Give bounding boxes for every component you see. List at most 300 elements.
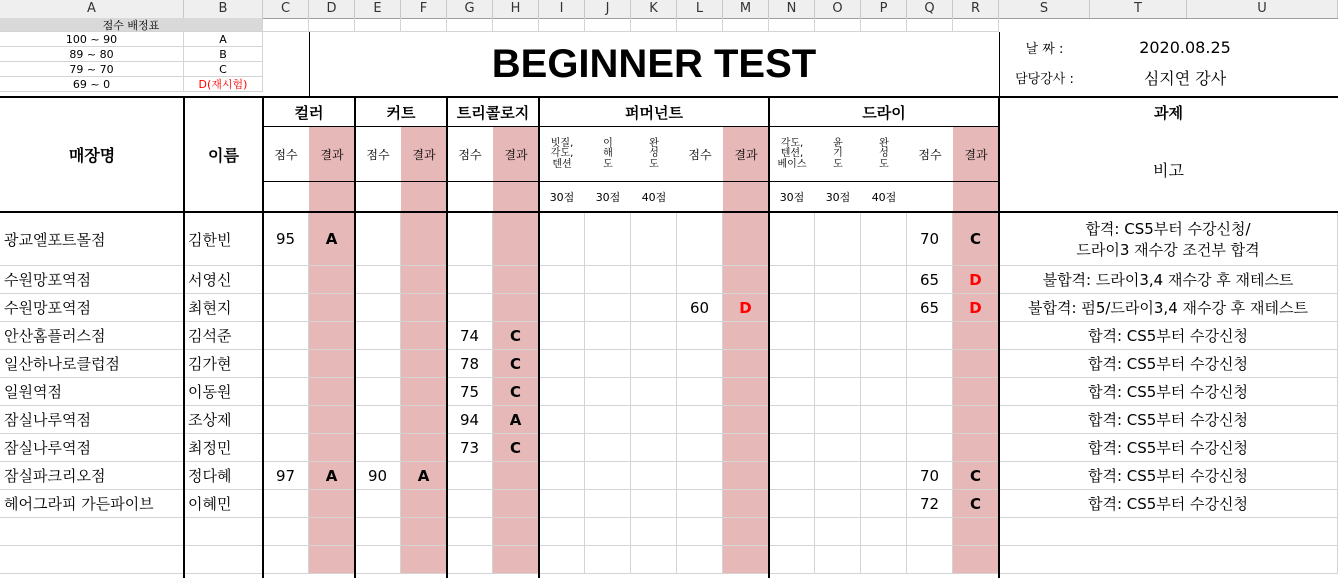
empty-cell[interactable] bbox=[585, 462, 631, 490]
tri-result-cell[interactable]: C bbox=[493, 378, 539, 406]
points-cell[interactable]: 30점 bbox=[825, 190, 851, 204]
subheader-score[interactable]: 점수 bbox=[458, 148, 482, 162]
cut-score-cell[interactable] bbox=[355, 213, 401, 266]
empty-cell[interactable] bbox=[769, 546, 815, 574]
dry-score-cell[interactable]: 70 bbox=[907, 213, 953, 266]
subheader-result[interactable]: 결과 bbox=[401, 127, 447, 182]
tri-score-cell[interactable] bbox=[447, 213, 493, 266]
tri-result-cell[interactable] bbox=[493, 462, 539, 490]
empty-cell[interactable] bbox=[539, 350, 585, 378]
perm-score-cell[interactable] bbox=[677, 213, 723, 266]
empty-cell[interactable] bbox=[309, 182, 355, 211]
cut-result-cell[interactable]: A bbox=[401, 462, 447, 490]
empty-cell[interactable] bbox=[815, 213, 861, 266]
empty-cell[interactable] bbox=[677, 518, 723, 546]
empty-cell[interactable] bbox=[585, 546, 631, 574]
empty-cell[interactable] bbox=[585, 213, 631, 266]
points-cell[interactable]: 30점 bbox=[549, 190, 575, 204]
score-table-title[interactable]: 점수 배정표 bbox=[0, 18, 263, 32]
perm-score-cell[interactable] bbox=[677, 266, 723, 294]
empty-cell[interactable] bbox=[631, 322, 677, 350]
dry-score-cell[interactable]: 72 bbox=[907, 490, 953, 518]
header-trichology[interactable]: 트리콜로지 bbox=[456, 104, 530, 122]
empty-cell[interactable] bbox=[401, 518, 447, 546]
empty-cell[interactable] bbox=[723, 182, 769, 211]
tri-result-cell[interactable] bbox=[493, 266, 539, 294]
empty-cell[interactable] bbox=[585, 518, 631, 546]
column-header-m[interactable]: M bbox=[723, 0, 769, 18]
empty-cell[interactable] bbox=[631, 213, 677, 266]
empty-cell[interactable] bbox=[0, 518, 184, 546]
empty-cell[interactable] bbox=[263, 18, 309, 32]
empty-cell[interactable] bbox=[184, 518, 263, 546]
empty-cell[interactable] bbox=[769, 294, 815, 322]
color-score-cell[interactable] bbox=[263, 350, 309, 378]
name-cell[interactable]: 김석준 bbox=[184, 322, 263, 350]
empty-cell[interactable] bbox=[861, 213, 907, 266]
points-cell[interactable]: 40점 bbox=[641, 190, 667, 204]
column-header-l[interactable]: L bbox=[677, 0, 723, 18]
name-cell[interactable]: 김가현 bbox=[184, 350, 263, 378]
points-cell[interactable]: 30점 bbox=[595, 190, 621, 204]
empty-cell[interactable] bbox=[769, 213, 815, 266]
store-cell[interactable]: 잠실나루역점 bbox=[0, 406, 184, 434]
score-range-cell[interactable]: 89 ~ 80 bbox=[0, 47, 184, 62]
remark-cell[interactable]: 합격: CS5부터 수강신청 bbox=[999, 490, 1338, 518]
empty-cell[interactable] bbox=[677, 18, 723, 32]
empty-cell[interactable] bbox=[184, 546, 263, 574]
empty-cell[interactable] bbox=[263, 518, 309, 546]
header-cut[interactable]: 커트 bbox=[386, 104, 416, 122]
color-result-cell[interactable] bbox=[309, 378, 355, 406]
empty-cell[interactable] bbox=[815, 462, 861, 490]
dry-result-cell[interactable] bbox=[953, 350, 999, 378]
cut-result-cell[interactable] bbox=[401, 406, 447, 434]
color-result-cell[interactable]: A bbox=[309, 213, 355, 266]
cut-result-cell[interactable] bbox=[401, 434, 447, 462]
color-score-cell[interactable] bbox=[263, 294, 309, 322]
cut-score-cell[interactable] bbox=[355, 322, 401, 350]
empty-cell[interactable] bbox=[769, 406, 815, 434]
column-header-a[interactable]: A bbox=[0, 0, 184, 18]
empty-cell[interactable] bbox=[723, 518, 769, 546]
column-header-j[interactable]: J bbox=[585, 0, 631, 18]
tri-score-cell[interactable] bbox=[447, 462, 493, 490]
column-header-t[interactable]: T bbox=[1090, 0, 1187, 18]
perm-result-cell[interactable] bbox=[723, 350, 769, 378]
points-cell[interactable]: 40점 bbox=[871, 190, 897, 204]
empty-cell[interactable] bbox=[539, 213, 585, 266]
empty-cell[interactable] bbox=[631, 266, 677, 294]
empty-cell[interactable] bbox=[401, 546, 447, 574]
column-header-f[interactable]: F bbox=[401, 0, 447, 18]
empty-cell[interactable] bbox=[309, 518, 355, 546]
color-result-cell[interactable] bbox=[309, 434, 355, 462]
perm-result-cell[interactable] bbox=[723, 322, 769, 350]
dry-result-cell[interactable] bbox=[953, 322, 999, 350]
empty-cell[interactable] bbox=[539, 490, 585, 518]
empty-cell[interactable] bbox=[861, 546, 907, 574]
column-header-g[interactable]: G bbox=[447, 0, 493, 18]
empty-cell[interactable] bbox=[585, 266, 631, 294]
empty-cell[interactable] bbox=[677, 182, 723, 211]
empty-cell[interactable] bbox=[723, 18, 769, 32]
empty-cell[interactable] bbox=[999, 518, 1338, 546]
store-cell[interactable]: 일산하나로클럽점 bbox=[0, 350, 184, 378]
column-header-b[interactable]: B bbox=[184, 0, 263, 18]
subheader-score[interactable]: 점수 bbox=[366, 148, 390, 162]
header-task[interactable]: 과제 bbox=[1154, 104, 1183, 122]
instructor-value[interactable]: 심지연 강사 bbox=[1143, 68, 1227, 88]
empty-cell[interactable] bbox=[999, 546, 1338, 574]
cut-score-cell[interactable]: 90 bbox=[355, 462, 401, 490]
empty-cell[interactable] bbox=[815, 378, 861, 406]
remark-cell[interactable]: 합격: CS5부터 수강신청 bbox=[999, 378, 1338, 406]
perm-score-cell[interactable] bbox=[677, 350, 723, 378]
empty-cell[interactable] bbox=[769, 18, 815, 32]
tri-score-cell[interactable] bbox=[447, 266, 493, 294]
date-value[interactable]: 2020.08.25 bbox=[1139, 37, 1231, 57]
empty-cell[interactable] bbox=[493, 546, 539, 574]
dry-result-cell[interactable]: C bbox=[953, 462, 999, 490]
empty-cell[interactable] bbox=[401, 18, 447, 32]
color-result-cell[interactable] bbox=[309, 490, 355, 518]
tri-result-cell[interactable] bbox=[493, 490, 539, 518]
empty-cell[interactable] bbox=[861, 294, 907, 322]
subheader-score[interactable]: 점수 bbox=[274, 148, 298, 162]
perm-score-cell[interactable] bbox=[677, 490, 723, 518]
tri-result-cell[interactable]: C bbox=[493, 434, 539, 462]
column-header-e[interactable]: E bbox=[355, 0, 401, 18]
empty-cell[interactable] bbox=[677, 546, 723, 574]
empty-cell[interactable] bbox=[631, 294, 677, 322]
cut-score-cell[interactable] bbox=[355, 266, 401, 294]
column-header-o[interactable]: O bbox=[815, 0, 861, 18]
cut-score-cell[interactable] bbox=[355, 294, 401, 322]
cut-result-cell[interactable] bbox=[401, 213, 447, 266]
dry-score-cell[interactable]: 70 bbox=[907, 462, 953, 490]
store-cell[interactable]: 잠실파크리오점 bbox=[0, 462, 184, 490]
perm-score-cell[interactable] bbox=[677, 462, 723, 490]
tri-score-cell[interactable] bbox=[447, 490, 493, 518]
dry-score-cell[interactable]: 65 bbox=[907, 266, 953, 294]
color-result-cell[interactable] bbox=[309, 294, 355, 322]
empty-cell[interactable] bbox=[631, 18, 677, 32]
score-grade-cell[interactable]: B bbox=[184, 47, 263, 62]
name-cell[interactable]: 이동원 bbox=[184, 378, 263, 406]
subheader-result[interactable]: 결과 bbox=[309, 127, 355, 182]
empty-cell[interactable] bbox=[861, 490, 907, 518]
empty-cell[interactable] bbox=[539, 266, 585, 294]
header-perm[interactable]: 퍼머넌트 bbox=[625, 104, 683, 122]
header-color[interactable]: 컬러 bbox=[294, 104, 324, 122]
empty-cell[interactable] bbox=[815, 266, 861, 294]
dry-result-cell[interactable]: D bbox=[953, 294, 999, 322]
perm-score-cell[interactable] bbox=[677, 434, 723, 462]
color-score-cell[interactable] bbox=[263, 434, 309, 462]
subheader-dry_sub3[interactable]: 완 성 도 bbox=[879, 137, 889, 170]
score-range-cell[interactable]: 79 ~ 70 bbox=[0, 62, 184, 77]
name-cell[interactable]: 조상제 bbox=[184, 406, 263, 434]
empty-cell[interactable] bbox=[769, 518, 815, 546]
empty-cell[interactable] bbox=[815, 518, 861, 546]
tri-result-cell[interactable]: A bbox=[493, 406, 539, 434]
empty-cell[interactable] bbox=[953, 518, 999, 546]
empty-cell[interactable] bbox=[815, 18, 861, 32]
empty-cell[interactable] bbox=[769, 490, 815, 518]
store-cell[interactable]: 수원망포역점 bbox=[0, 294, 184, 322]
dry-result-cell[interactable] bbox=[953, 434, 999, 462]
column-header-q[interactable]: Q bbox=[907, 0, 953, 18]
empty-cell[interactable] bbox=[907, 182, 953, 211]
subheader-dry_sub1[interactable]: 각도, 텐션, 베이스 bbox=[777, 137, 807, 170]
empty-cell[interactable] bbox=[493, 518, 539, 546]
header-name[interactable]: 이름 bbox=[208, 146, 239, 165]
empty-cell[interactable] bbox=[815, 350, 861, 378]
header-store[interactable]: 매장명 bbox=[68, 146, 116, 165]
tri-result-cell[interactable]: C bbox=[493, 322, 539, 350]
perm-result-cell[interactable] bbox=[723, 490, 769, 518]
score-grade-cell[interactable]: A bbox=[184, 32, 263, 47]
empty-cell[interactable] bbox=[861, 378, 907, 406]
cut-score-cell[interactable] bbox=[355, 406, 401, 434]
color-score-cell[interactable] bbox=[263, 266, 309, 294]
subheader-score[interactable]: 점수 bbox=[918, 148, 942, 162]
empty-cell[interactable] bbox=[309, 546, 355, 574]
cut-result-cell[interactable] bbox=[401, 294, 447, 322]
dry-result-cell[interactable]: C bbox=[953, 490, 999, 518]
color-result-cell[interactable] bbox=[309, 266, 355, 294]
empty-cell[interactable] bbox=[861, 434, 907, 462]
subheader-perm_sub2[interactable]: 이 해 도 bbox=[603, 137, 613, 170]
name-cell[interactable]: 정다혜 bbox=[184, 462, 263, 490]
empty-cell[interactable] bbox=[815, 406, 861, 434]
subheader-dry_sub2[interactable]: 윤 기 도 bbox=[833, 137, 843, 170]
empty-cell[interactable] bbox=[861, 266, 907, 294]
empty-cell[interactable] bbox=[493, 18, 539, 32]
remark-cell[interactable]: 합격: CS5부터 수강신청 bbox=[999, 406, 1338, 434]
tri-score-cell[interactable]: 74 bbox=[447, 322, 493, 350]
empty-cell[interactable] bbox=[585, 322, 631, 350]
empty-cell[interactable] bbox=[631, 350, 677, 378]
perm-score-cell[interactable]: 60 bbox=[677, 294, 723, 322]
score-range-cell[interactable]: 100 ~ 90 bbox=[0, 32, 184, 47]
color-score-cell[interactable]: 95 bbox=[263, 213, 309, 266]
empty-cell[interactable] bbox=[953, 546, 999, 574]
empty-cell[interactable] bbox=[769, 322, 815, 350]
color-score-cell[interactable] bbox=[263, 378, 309, 406]
perm-result-cell[interactable] bbox=[723, 266, 769, 294]
perm-result-cell[interactable] bbox=[723, 406, 769, 434]
empty-cell[interactable] bbox=[447, 182, 493, 211]
cut-score-cell[interactable] bbox=[355, 490, 401, 518]
empty-cell[interactable] bbox=[585, 350, 631, 378]
cut-score-cell[interactable] bbox=[355, 434, 401, 462]
cut-result-cell[interactable] bbox=[401, 322, 447, 350]
dry-result-cell[interactable] bbox=[953, 378, 999, 406]
empty-cell[interactable] bbox=[0, 546, 184, 574]
empty-cell[interactable] bbox=[861, 462, 907, 490]
dry-result-cell[interactable] bbox=[953, 406, 999, 434]
empty-cell[interactable] bbox=[723, 546, 769, 574]
store-cell[interactable]: 수원망포역점 bbox=[0, 266, 184, 294]
empty-cell[interactable] bbox=[539, 434, 585, 462]
dry-result-cell[interactable]: C bbox=[953, 213, 999, 266]
empty-cell[interactable] bbox=[539, 294, 585, 322]
empty-cell[interactable] bbox=[539, 378, 585, 406]
store-cell[interactable]: 잠실나루역점 bbox=[0, 434, 184, 462]
empty-cell[interactable] bbox=[585, 294, 631, 322]
empty-cell[interactable] bbox=[539, 462, 585, 490]
empty-cell[interactable] bbox=[585, 18, 631, 32]
perm-score-cell[interactable] bbox=[677, 378, 723, 406]
empty-cell[interactable] bbox=[447, 546, 493, 574]
empty-cell[interactable] bbox=[355, 518, 401, 546]
empty-cell[interactable] bbox=[585, 490, 631, 518]
empty-cell[interactable] bbox=[585, 406, 631, 434]
subheader-score[interactable]: 점수 bbox=[688, 148, 712, 162]
empty-cell[interactable] bbox=[953, 18, 999, 32]
empty-cell[interactable] bbox=[263, 182, 309, 211]
column-header-d[interactable]: D bbox=[309, 0, 355, 18]
color-score-cell[interactable]: 97 bbox=[263, 462, 309, 490]
color-result-cell[interactable] bbox=[309, 406, 355, 434]
empty-cell[interactable] bbox=[493, 182, 539, 211]
empty-cell[interactable] bbox=[355, 546, 401, 574]
subheader-perm_sub3[interactable]: 완 성 도 bbox=[649, 137, 659, 170]
empty-cell[interactable] bbox=[815, 490, 861, 518]
empty-cell[interactable] bbox=[769, 350, 815, 378]
cut-result-cell[interactable] bbox=[401, 378, 447, 406]
name-cell[interactable]: 최현지 bbox=[184, 294, 263, 322]
name-cell[interactable]: 김한빈 bbox=[184, 213, 263, 266]
name-cell[interactable]: 이혜민 bbox=[184, 490, 263, 518]
color-result-cell[interactable] bbox=[309, 350, 355, 378]
empty-cell[interactable] bbox=[631, 434, 677, 462]
cut-result-cell[interactable] bbox=[401, 266, 447, 294]
tri-result-cell[interactable]: C bbox=[493, 350, 539, 378]
remark-cell[interactable]: 합격: CS5부터 수강신청 bbox=[999, 322, 1338, 350]
empty-cell[interactable] bbox=[539, 518, 585, 546]
column-header-h[interactable]: H bbox=[493, 0, 539, 18]
column-header-n[interactable]: N bbox=[769, 0, 815, 18]
empty-cell[interactable] bbox=[861, 322, 907, 350]
color-result-cell[interactable]: A bbox=[309, 462, 355, 490]
empty-cell[interactable] bbox=[631, 518, 677, 546]
dry-score-cell[interactable]: 65 bbox=[907, 294, 953, 322]
empty-cell[interactable] bbox=[539, 18, 585, 32]
color-score-cell[interactable] bbox=[263, 490, 309, 518]
perm-score-cell[interactable] bbox=[677, 322, 723, 350]
empty-cell[interactable] bbox=[631, 462, 677, 490]
perm-result-cell[interactable] bbox=[723, 434, 769, 462]
subheader-result[interactable]: 결과 bbox=[493, 127, 539, 182]
dry-result-cell[interactable]: D bbox=[953, 266, 999, 294]
tri-result-cell[interactable] bbox=[493, 213, 539, 266]
dry-score-cell[interactable] bbox=[907, 322, 953, 350]
empty-cell[interactable] bbox=[585, 378, 631, 406]
tri-score-cell[interactable]: 94 bbox=[447, 406, 493, 434]
column-header-c[interactable]: C bbox=[263, 0, 309, 18]
empty-cell[interactable] bbox=[907, 546, 953, 574]
empty-cell[interactable] bbox=[585, 434, 631, 462]
empty-cell[interactable] bbox=[631, 406, 677, 434]
cut-result-cell[interactable] bbox=[401, 490, 447, 518]
remark-cell[interactable]: 합격: CS5부터 수강신청 bbox=[999, 462, 1338, 490]
column-header-r[interactable]: R bbox=[953, 0, 999, 18]
tri-score-cell[interactable]: 73 bbox=[447, 434, 493, 462]
empty-cell[interactable] bbox=[907, 18, 953, 32]
header-dry[interactable]: 드라이 bbox=[862, 104, 906, 122]
empty-cell[interactable] bbox=[631, 546, 677, 574]
empty-cell[interactable] bbox=[309, 18, 355, 32]
empty-cell[interactable] bbox=[769, 434, 815, 462]
empty-cell[interactable] bbox=[631, 378, 677, 406]
empty-cell[interactable] bbox=[815, 294, 861, 322]
perm-result-cell[interactable] bbox=[723, 378, 769, 406]
perm-result-cell[interactable] bbox=[723, 462, 769, 490]
tri-score-cell[interactable]: 75 bbox=[447, 378, 493, 406]
column-header-u[interactable]: U bbox=[1187, 0, 1338, 18]
store-cell[interactable]: 헤어그라피 가든파이브 bbox=[0, 490, 184, 518]
empty-cell[interactable] bbox=[539, 406, 585, 434]
empty-cell[interactable] bbox=[815, 434, 861, 462]
empty-cell[interactable] bbox=[631, 490, 677, 518]
color-score-cell[interactable] bbox=[263, 406, 309, 434]
empty-cell[interactable] bbox=[953, 182, 999, 211]
cut-score-cell[interactable] bbox=[355, 378, 401, 406]
remark-cell[interactable]: 불합격: 펌5/드라이3,4 재수강 후 재테스트 bbox=[999, 294, 1338, 322]
page-title[interactable]: BEGINNER TEST bbox=[491, 41, 817, 86]
dry-score-cell[interactable] bbox=[907, 378, 953, 406]
remark-cell[interactable]: 합격: CS5부터 수강신청 bbox=[999, 350, 1338, 378]
perm-result-cell[interactable] bbox=[723, 213, 769, 266]
empty-cell[interactable] bbox=[447, 18, 493, 32]
subheader-perm_sub1[interactable]: 빗질, 각도, 텐션 bbox=[550, 137, 574, 170]
empty-cell[interactable] bbox=[861, 18, 907, 32]
column-header-k[interactable]: K bbox=[631, 0, 677, 18]
empty-cell[interactable] bbox=[447, 518, 493, 546]
empty-cell[interactable] bbox=[355, 18, 401, 32]
name-cell[interactable]: 최정민 bbox=[184, 434, 263, 462]
store-cell[interactable]: 안산홈플러스점 bbox=[0, 322, 184, 350]
tri-score-cell[interactable] bbox=[447, 294, 493, 322]
perm-result-cell[interactable]: D bbox=[723, 294, 769, 322]
empty-cell[interactable] bbox=[861, 406, 907, 434]
empty-cell[interactable] bbox=[861, 518, 907, 546]
tri-result-cell[interactable] bbox=[493, 294, 539, 322]
tri-score-cell[interactable]: 78 bbox=[447, 350, 493, 378]
remark-cell[interactable]: 합격: CS5부터 수강신청 bbox=[999, 434, 1338, 462]
subheader-result[interactable]: 결과 bbox=[723, 127, 769, 182]
color-result-cell[interactable] bbox=[309, 322, 355, 350]
dry-score-cell[interactable] bbox=[907, 406, 953, 434]
remark-cell[interactable]: 불합격: 드라이3,4 재수강 후 재테스트 bbox=[999, 266, 1338, 294]
empty-cell[interactable] bbox=[769, 378, 815, 406]
remark-cell[interactable]: 합격: CS5부터 수강신청/ 드라이3 재수강 조건부 합격 bbox=[999, 213, 1338, 266]
score-range-cell[interactable]: 69 ~ 0 bbox=[0, 77, 184, 92]
score-grade-cell[interactable]: D(재시험) bbox=[184, 77, 263, 92]
empty-cell[interactable] bbox=[539, 546, 585, 574]
name-cell[interactable]: 서영신 bbox=[184, 266, 263, 294]
empty-cell[interactable] bbox=[861, 350, 907, 378]
cut-score-cell[interactable] bbox=[355, 350, 401, 378]
column-header-s[interactable]: S bbox=[999, 0, 1090, 18]
empty-cell[interactable] bbox=[815, 322, 861, 350]
color-score-cell[interactable] bbox=[263, 322, 309, 350]
empty-cell[interactable] bbox=[769, 266, 815, 294]
column-header-p[interactable]: P bbox=[861, 0, 907, 18]
